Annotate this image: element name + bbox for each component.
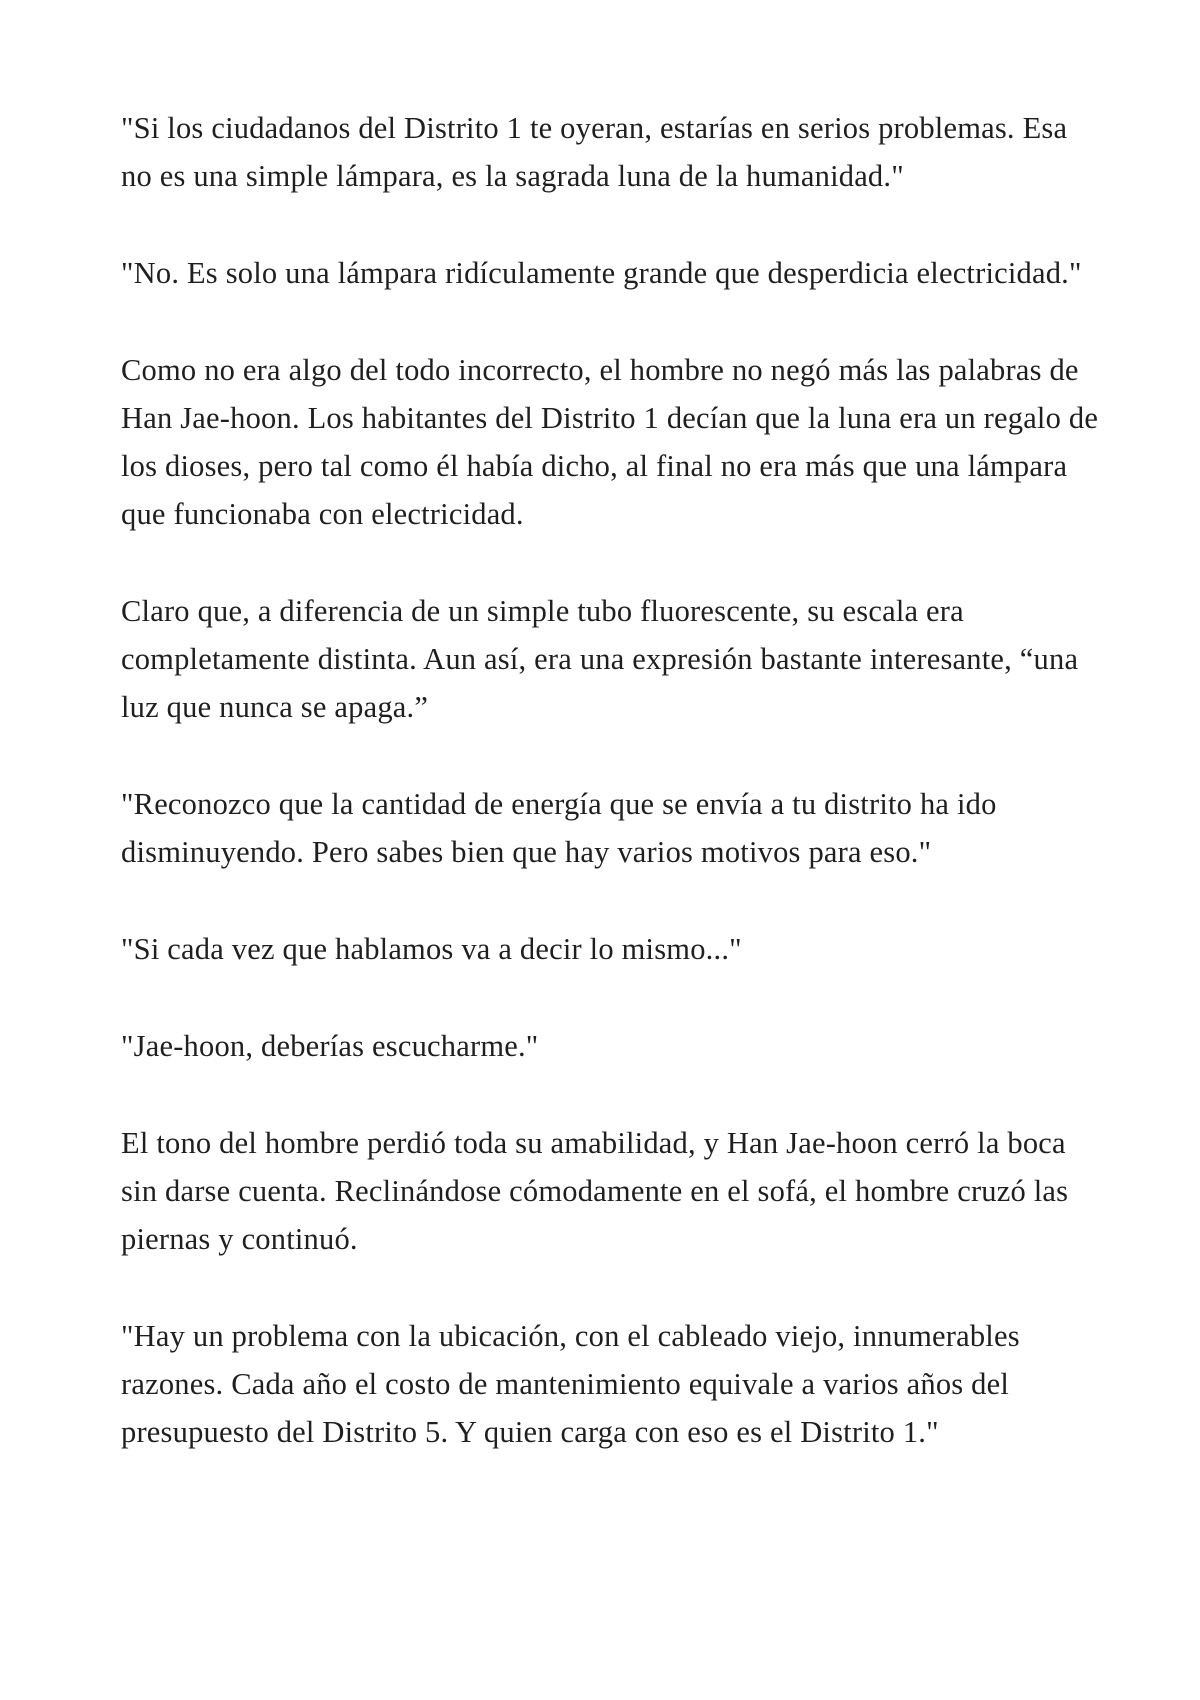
paragraph-3: Como no era algo del todo incorrecto, el hombre no negó más las palabras de Han Jae-hoon. Los habitantes del Distrito 1 decían que la luna era un regalo de los dioses, pero tal como él había dicho, al final no era más que una lámpara que funcionaba con electricidad. — [121, 353, 1099, 531]
paragraph-2: "No. Es solo una lámpara ridículamente grande que desperdicia electricidad." — [121, 256, 1082, 290]
paragraph-9: "Hay un problema con la ubicación, con el cableado viejo, innumerables razones. Cada año el costo de mantenimiento equivale a varios años del presupuesto del Distrito 5. Y quien carga con eso es el Distrito 1." — [121, 1319, 1020, 1449]
document-page — [121, 104, 1101, 1505]
paragraph-5: "Reconozco que la cantidad de energía que se envía a tu distrito ha ido disminuyendo. Pero sabes bien que hay varios motivos para eso." — [121, 787, 997, 869]
paragraph-7: "Jae-hoon, deberías escucharme." — [121, 1029, 539, 1063]
paragraph-8: El tono del hombre perdió toda su amabilidad, y Han Jae-hoon cerró la boca sin darse cuenta. Reclinándose cómodamente en el sofá, el hombre cruzó las piernas y continuó. — [121, 1126, 1069, 1256]
paragraph-4: Claro que, a diferencia de un simple tubo fluorescente, su escala era completamente distinta. Aun así, era una expresión bastante interesante, “una luz que nunca se apaga.” — [121, 594, 1079, 724]
paragraph-6: "Si cada vez que hablamos va a decir lo mismo..." — [121, 932, 742, 966]
paragraph-1: "Si los ciudadanos del Distrito 1 te oyeran, estarías en serios problemas. Esa no es una simple lámpara, es la sagrada luna de la humanidad." — [121, 111, 1068, 193]
